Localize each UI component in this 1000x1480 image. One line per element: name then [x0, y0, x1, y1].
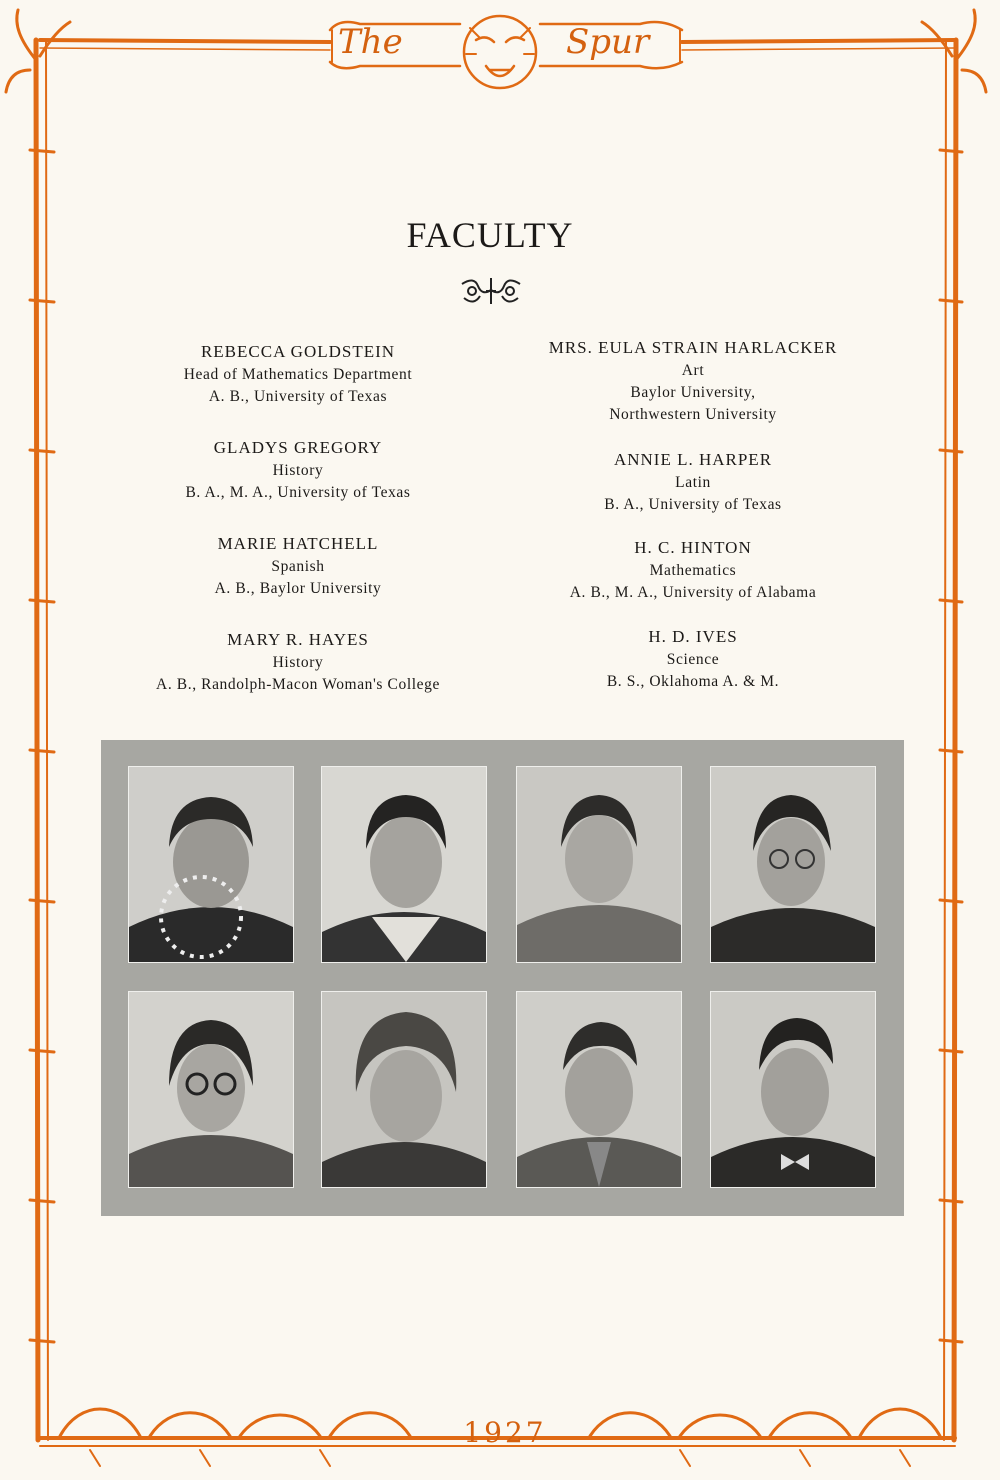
faculty-name: H. D. IVES — [648, 627, 738, 646]
masthead-title-right: Spur — [566, 22, 650, 62]
faculty-detail: A. B., University of Texas — [208, 388, 388, 405]
faculty-portrait — [710, 766, 876, 963]
faculty-entry — [498, 625, 888, 717]
faculty-detail: Northwestern University — [609, 406, 777, 423]
faculty-portrait — [710, 991, 876, 1188]
faculty-detail: B. S., Oklahoma A. & M. — [606, 673, 780, 690]
faculty-detail: Spanish — [271, 558, 325, 575]
faculty-detail: History — [272, 654, 324, 671]
faculty-detail: A. B., Baylor University — [214, 580, 382, 597]
faculty-detail: Mathematics — [649, 562, 737, 579]
faculty-entry — [103, 340, 493, 436]
faculty-portrait — [321, 766, 487, 963]
faculty-portrait — [128, 991, 294, 1188]
faculty-name: MRS. EULA STRAIN HARLACKER — [548, 338, 838, 357]
faculty-detail: Baylor University, — [630, 384, 756, 401]
page-title: FACULTY — [406, 215, 574, 255]
faculty-portrait — [516, 766, 682, 963]
faculty-entry — [498, 336, 888, 448]
faculty-column-left — [103, 340, 493, 724]
fleuron-ornament-icon — [458, 274, 524, 308]
faculty-name: ANNIE L. HARPER — [613, 450, 773, 469]
faculty-entry — [103, 436, 493, 532]
faculty-photo-panel — [101, 740, 904, 1216]
faculty-detail: B. A., M. A., University of Texas — [185, 484, 411, 501]
faculty-entry — [498, 448, 888, 536]
faculty-detail: Art — [681, 362, 705, 379]
faculty-detail: A. B., M. A., University of Alabama — [569, 584, 817, 601]
faculty-name: MARY R. HAYES — [227, 630, 369, 649]
faculty-portrait — [516, 991, 682, 1188]
faculty-detail: History — [272, 462, 324, 479]
faculty-name: GLADYS GREGORY — [213, 438, 383, 457]
faculty-detail: A. B., Randolph-Macon Woman's College — [156, 676, 440, 693]
faculty-entry — [103, 532, 493, 628]
faculty-entry — [498, 536, 888, 625]
faculty-detail: B. A., University of Texas — [604, 496, 782, 513]
faculty-portrait — [321, 991, 487, 1188]
faculty-portrait — [128, 766, 294, 963]
faculty-entry — [103, 628, 493, 724]
footer-year: 1927 — [463, 1416, 547, 1449]
faculty-detail: Latin — [675, 474, 711, 491]
masthead-title-left: The — [338, 22, 403, 62]
faculty-name: MARIE HATCHELL — [217, 534, 379, 553]
faculty-column-right — [498, 336, 888, 717]
faculty-name: REBECCA GOLDSTEIN — [200, 342, 396, 361]
faculty-name: H. C. HINTON — [634, 538, 752, 557]
faculty-detail: Head of Mathematics Department — [183, 366, 413, 383]
faculty-detail: Science — [666, 651, 720, 668]
